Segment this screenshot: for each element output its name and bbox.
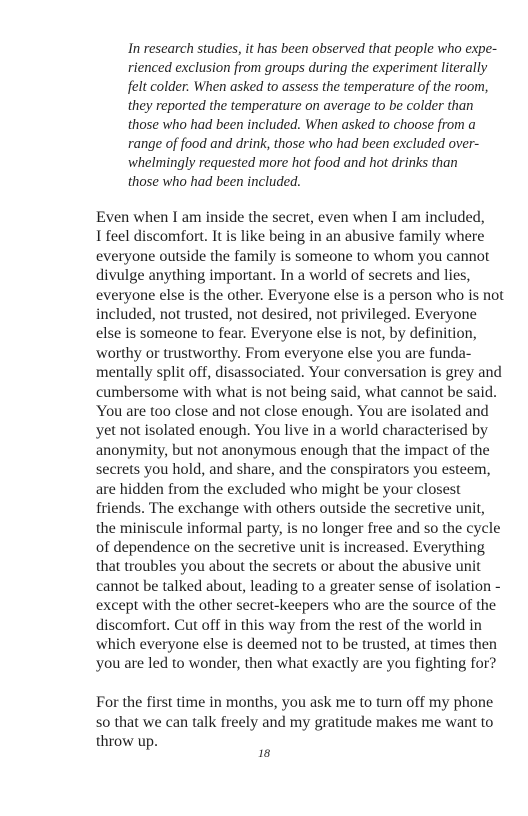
page-number: 18 xyxy=(258,746,270,760)
body-line: For the first time in months, you ask me to turn off my phone xyxy=(96,693,494,712)
paragraph-spacer xyxy=(96,674,488,693)
body-line: included, not trusted, not desired, not privileged. Everyone xyxy=(96,305,477,324)
quote-line: those who had been included. When asked to choose from a xyxy=(128,117,476,133)
body-line: you are led to wonder, then what exactly are you fighting for? xyxy=(96,654,497,673)
body-line: I feel discomfort. It is like being in an abusive family where xyxy=(96,227,485,246)
body-line: cannot be talked about, leading to a greater sense of isolation - xyxy=(96,576,501,595)
quote-line: those who had been included. xyxy=(128,174,302,190)
body-text xyxy=(96,208,504,751)
body-line: that troubles you about the secrets or about the abusive unit xyxy=(96,557,481,576)
body-line: the miniscule informal party, is no longer free and so the cycle xyxy=(96,518,501,537)
body-line: except with the other secret-keepers who are the source of the xyxy=(96,596,497,615)
body-line: are hidden from the excluded who might be your closest xyxy=(96,479,461,498)
body-line: yet not isolated enough. You live in a world characterised by xyxy=(96,421,489,440)
paragraph-2 xyxy=(96,693,494,751)
body-line: everyone outside the family is someone to whom you cannot xyxy=(96,246,490,265)
body-line: Even when I am inside the secret, even when I am included, xyxy=(96,208,485,226)
body-line: mentally split off, disassociated. Your conversation is grey and xyxy=(96,363,502,382)
body-line: divulge anything important. In a world of secrets and lies, xyxy=(96,266,471,285)
italic-quote-block xyxy=(128,40,497,192)
quote-line: In research studies, it has been observed that people who expe- xyxy=(128,41,497,57)
quote-line: they reported the temperature on average to be colder than xyxy=(128,98,474,114)
body-line: throw up. xyxy=(96,731,159,750)
body-line: worthy or trustworthy. From everyone else you are funda- xyxy=(96,343,472,362)
body-line: friends. The exchange with others outside the secretive unit, xyxy=(96,499,485,518)
body-line: discomfort. Cut off in this way from the rest of the world in xyxy=(96,615,482,634)
body-line: of dependence on the secretive unit is increased. Everything xyxy=(96,537,485,556)
body-line: so that we can talk freely and my gratitude makes me want to xyxy=(96,712,494,731)
quote-line: whelmingly requested more hot food and hot drinks than xyxy=(128,155,458,171)
quote-line: range of food and drink, those who had been excluded over- xyxy=(128,136,480,152)
body-line: cumbersome with what is not being said, what cannot be said. xyxy=(96,382,498,401)
quote-line: rienced exclusion from groups during the experiment literally xyxy=(128,60,488,76)
paragraph-1 xyxy=(96,208,504,674)
body-line: anonymity, but not anonymous enough that the impact of the xyxy=(96,440,490,459)
body-line: which everyone else is deemed not to be trusted, at times then xyxy=(96,634,497,653)
body-line: You are too close and not close enough. You are isolated and xyxy=(96,402,489,421)
quote-line: felt colder. When asked to assess the temperature of the room, xyxy=(128,79,489,95)
body-line: else is someone to fear. Everyone else is not, by definition, xyxy=(96,324,477,343)
body-line: secrets you hold, and share, and the conspirators you esteem, xyxy=(96,460,491,479)
body-line: everyone else is the other. Everyone else is a person who is not xyxy=(96,285,504,304)
